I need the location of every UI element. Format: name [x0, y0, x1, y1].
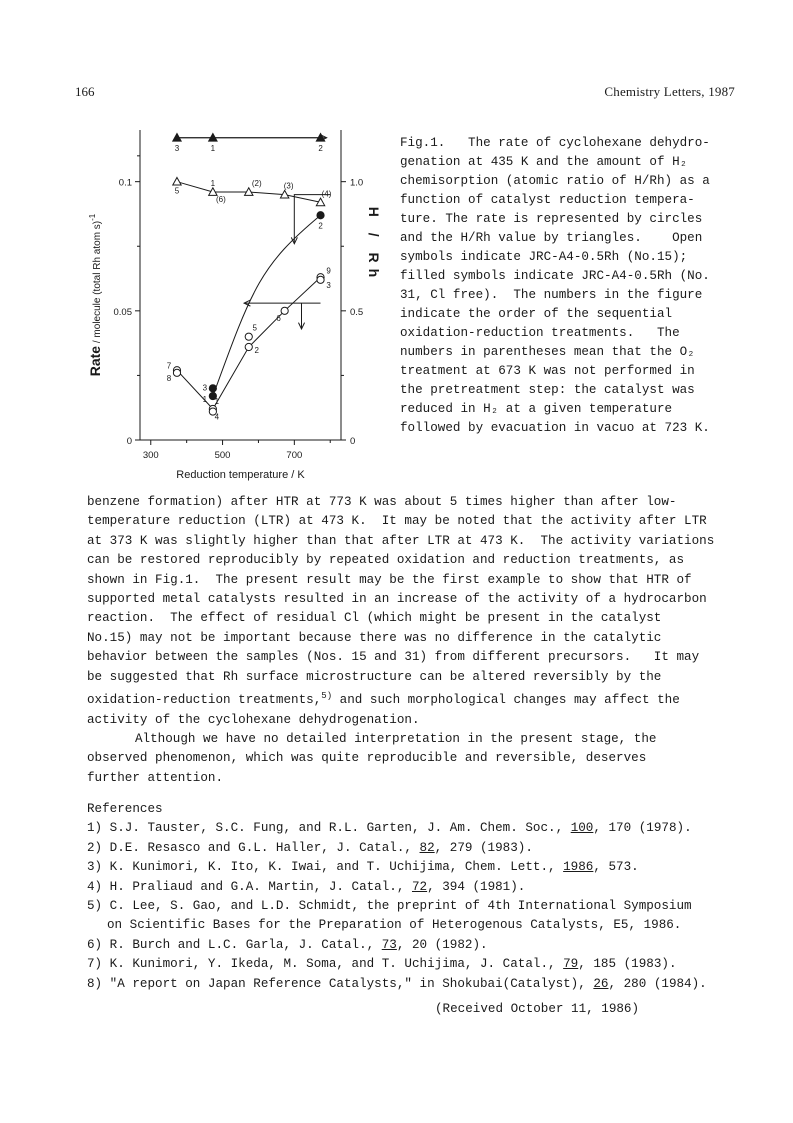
body-line: at 373 K was slightly higher than that after LTR at 473 K. The activity variations [87, 533, 715, 548]
caption-line: symbols indicate JRC-A4-0.5Rh (No.15); [400, 250, 688, 264]
rate-open-point-label: 2 [254, 346, 259, 355]
caption-line: 31, Cl free). The numbers in the figure [400, 288, 703, 302]
y-right-tick-label: 1.0 [350, 177, 364, 189]
paragraph-2 [87, 730, 717, 788]
body-line: temperature reduction (LTR) at 473 K. It may be noted that the activity after LTR [87, 514, 707, 529]
rate-open-point [245, 343, 252, 350]
figure-caption [400, 134, 740, 438]
y-left-axis-label [87, 213, 103, 376]
caption-line: numbers in parentheses mean that the O₂ [400, 345, 695, 359]
citation-5: 5) [321, 691, 333, 702]
hrh-open-point-label: (4) [321, 189, 332, 199]
caption-line: filled symbols indicate JRC-A4-0.5Rh (No. [400, 269, 710, 283]
reference-text: , 185 (1983). [578, 957, 677, 972]
body-line: observed phenomenon, which was quite reproducible and reversible, deserves [87, 751, 647, 766]
reference-text: 3) K. Kunimori, K. Ito, K. Iwai, and T. Uchijima, Chem. Lett., [87, 860, 564, 875]
reference-volume: 100 [570, 821, 594, 836]
rate-open-point [173, 369, 180, 376]
figure-plot [68, 118, 398, 488]
reference-text: 2) D.E. Resasco and G.L. Haller, J. Catal., [87, 840, 420, 855]
page-number: 166 [75, 84, 95, 99]
rate-filled-point [317, 212, 324, 219]
reference-text: 1) S.J. Tauster, S.C. Fung, and R.L. Garten, J. Am. Chem. Soc., [87, 821, 571, 836]
body-line: supported metal catalysts resulted in an increase of the activity of a hydrocarbon [87, 592, 707, 607]
caption-line: indicate the order of the sequential [400, 307, 673, 321]
rate-filled-point [209, 385, 216, 392]
caption-line: oxidation-reduction treatments. The [400, 326, 680, 340]
rate-filled-point-label: 2 [318, 221, 323, 231]
body-line: be suggested that Rh surface microstructure can be altered reversibly by the [87, 669, 662, 684]
reference-volume: 82 [419, 840, 435, 855]
reference-volume: 79 [563, 957, 579, 972]
reference-list [87, 819, 727, 994]
paragraph-1-line-11 [87, 687, 717, 711]
body-line: No.15) may not be important because there was no difference in the catalytic [87, 630, 662, 645]
reference-text: 7) K. Kunimori, Y. Ikeda, M. Soma, and T. Uchijima, J. Catal., [87, 957, 564, 972]
rate-open-point-label: 7 [166, 361, 172, 371]
rate-filled-curve [213, 215, 321, 396]
reference-text: , 20 (1982). [396, 937, 488, 952]
x-axis-label [176, 469, 305, 481]
y-right-axis-label: H / Rh [366, 206, 382, 284]
sequence-arrow-right [294, 195, 330, 244]
reference-text: 4) H. Praliaud and G.A. Martin, J. Catal., [87, 879, 412, 894]
reference-item [87, 955, 727, 974]
reference-text: on Scientific Bases for the Preparation of Heterogenous Catalysts, E5, 1986. [107, 918, 682, 933]
y-left-label-exponent: -1 [88, 213, 97, 221]
rate-filled-point-label: 3 [202, 383, 208, 393]
caption-line: the pretreatment step: the catalyst was [400, 383, 695, 397]
references [87, 800, 727, 994]
reference-item [87, 839, 727, 858]
body-line: further attention. [87, 770, 224, 785]
caption-line: chemisorption (atomic ratio of H/Rh) as a [400, 174, 710, 188]
reference-volume: 72 [411, 879, 428, 894]
rate-open-point-label: 5 [252, 323, 257, 333]
x-tick-label: 700 [286, 450, 303, 461]
body-line: behavior between the samples (Nos. 15 and 31) from different precursors. It may [87, 650, 700, 665]
reference-text: 6) R. Burch and L.C. Garla, J. Catal., [87, 937, 382, 952]
reference-item [87, 975, 727, 994]
x-label-text: Reduction temperature [176, 469, 292, 481]
body-line: can be restored reproducibly by repeated oxidation and reduction treatments, as [87, 553, 685, 568]
hrh-filled-point-label: 1 [210, 143, 216, 153]
y-right-tick-label: 0.5 [350, 306, 364, 318]
reference-volume: 73 [381, 937, 397, 952]
x-tick-label: 300 [142, 450, 159, 461]
paragraph-1-line-12: activity of the cyclohexane dehydrogenation. [87, 712, 420, 727]
rate-open-point [317, 276, 324, 283]
reference-text: , 279 (1983). [434, 840, 533, 855]
hrh-open-point-label: (3) [283, 181, 294, 191]
reference-text: , 394 (1981). [427, 879, 526, 894]
body-line: shown in Fig.1. The present result may be the first example to show that HTR of [87, 572, 692, 587]
hrh-open-point-label: (6) [215, 195, 226, 204]
caption-line: reduced in H₂ at a given temperature [400, 402, 673, 416]
hrh-open-point-label: (2) [251, 179, 262, 188]
figure-1 [68, 118, 398, 488]
reference-text: , 170 (1978). [593, 821, 692, 836]
rate-filled-point-label: 1 [202, 395, 208, 405]
reference-text: , 280 (1984). [608, 976, 707, 991]
caption-line: ture. The rate is represented by circles [400, 212, 703, 226]
y-left-label-rest: / molecule (total Rh atom s) [92, 220, 103, 346]
body-line: Although we have no detailed interpretation in the present stage, the [135, 732, 657, 747]
caption-line: followed by evacuation in vacuo at 723 K. [400, 421, 710, 435]
caption-line: Fig.1. The rate of cyclohexane dehydro- [400, 136, 710, 150]
body-text [87, 493, 717, 788]
caption-line: genation at 435 K and the amount of H₂ [400, 155, 688, 169]
body-line: benzene formation) after HTR at 773 K was about 5 times higher than after low- [87, 495, 677, 509]
rate-open-point [281, 307, 288, 314]
rate-open-point-label: 8 [166, 373, 172, 383]
reference-item [87, 897, 727, 916]
y-left-tick-label: 0 [126, 436, 132, 447]
rate-open-point [245, 333, 252, 340]
rate-open-point-label: 6 [276, 313, 281, 323]
hrh-open-point-label: 1 [210, 179, 216, 188]
reference-item [87, 878, 727, 897]
caption-line: and the H/Rh value by triangles. Open [400, 231, 703, 245]
journal-header: Chemistry Letters, 1987 [604, 84, 735, 99]
hrh-open-point [173, 177, 181, 185]
y-right-tick-label: 0 [350, 436, 356, 447]
reference-volume: 26 [593, 976, 609, 991]
rate-open-point-label: 3 [326, 280, 331, 290]
reference-text: 5) C. Lee, S. Gao, and L.D. Schmidt, the preprint of 4th International Symposium [87, 899, 692, 914]
hrh-filled-point-label: 2 [318, 143, 323, 153]
reference-item [87, 936, 727, 955]
reference-item [87, 916, 727, 935]
received-date: (Received October 11, 1986) [435, 1002, 640, 1016]
y-left-label-prefix: Rate [87, 345, 103, 377]
reference-volume: 1986 [563, 860, 594, 875]
y-left-tick-label: 0.05 [113, 306, 132, 318]
reference-text: , 573. [593, 860, 639, 875]
rate-open-point-label: 1 [214, 397, 220, 406]
reference-text: 8) "A report on Japan Reference Catalysts," in Shokubai(Catalyst), [87, 976, 594, 991]
rate-open-point-label: 9 [326, 266, 331, 276]
y-left-tick-label: 0.1 [118, 177, 132, 189]
x-label-unit: / K [291, 469, 305, 481]
rate-open-point-label: 4 [214, 412, 220, 422]
caption-line: function of catalyst reduction tempera- [400, 193, 695, 207]
hrh-filled-point-label: 3 [174, 143, 180, 153]
references-heading: References [87, 802, 163, 816]
x-tick-label: 500 [214, 450, 231, 461]
reference-item [87, 858, 727, 877]
reference-item [87, 819, 727, 838]
body-line-part: and such morphological changes may affect the [332, 693, 680, 708]
hrh-open-point-label: 5 [174, 186, 180, 196]
body-line-part: oxidation-reduction treatments, [87, 693, 322, 708]
body-line: reaction. The effect of residual Cl (which might be present in the catalyst [87, 611, 662, 626]
paragraph-1 [87, 493, 717, 687]
caption-line: treatment at 673 K was not performed in [400, 364, 695, 378]
